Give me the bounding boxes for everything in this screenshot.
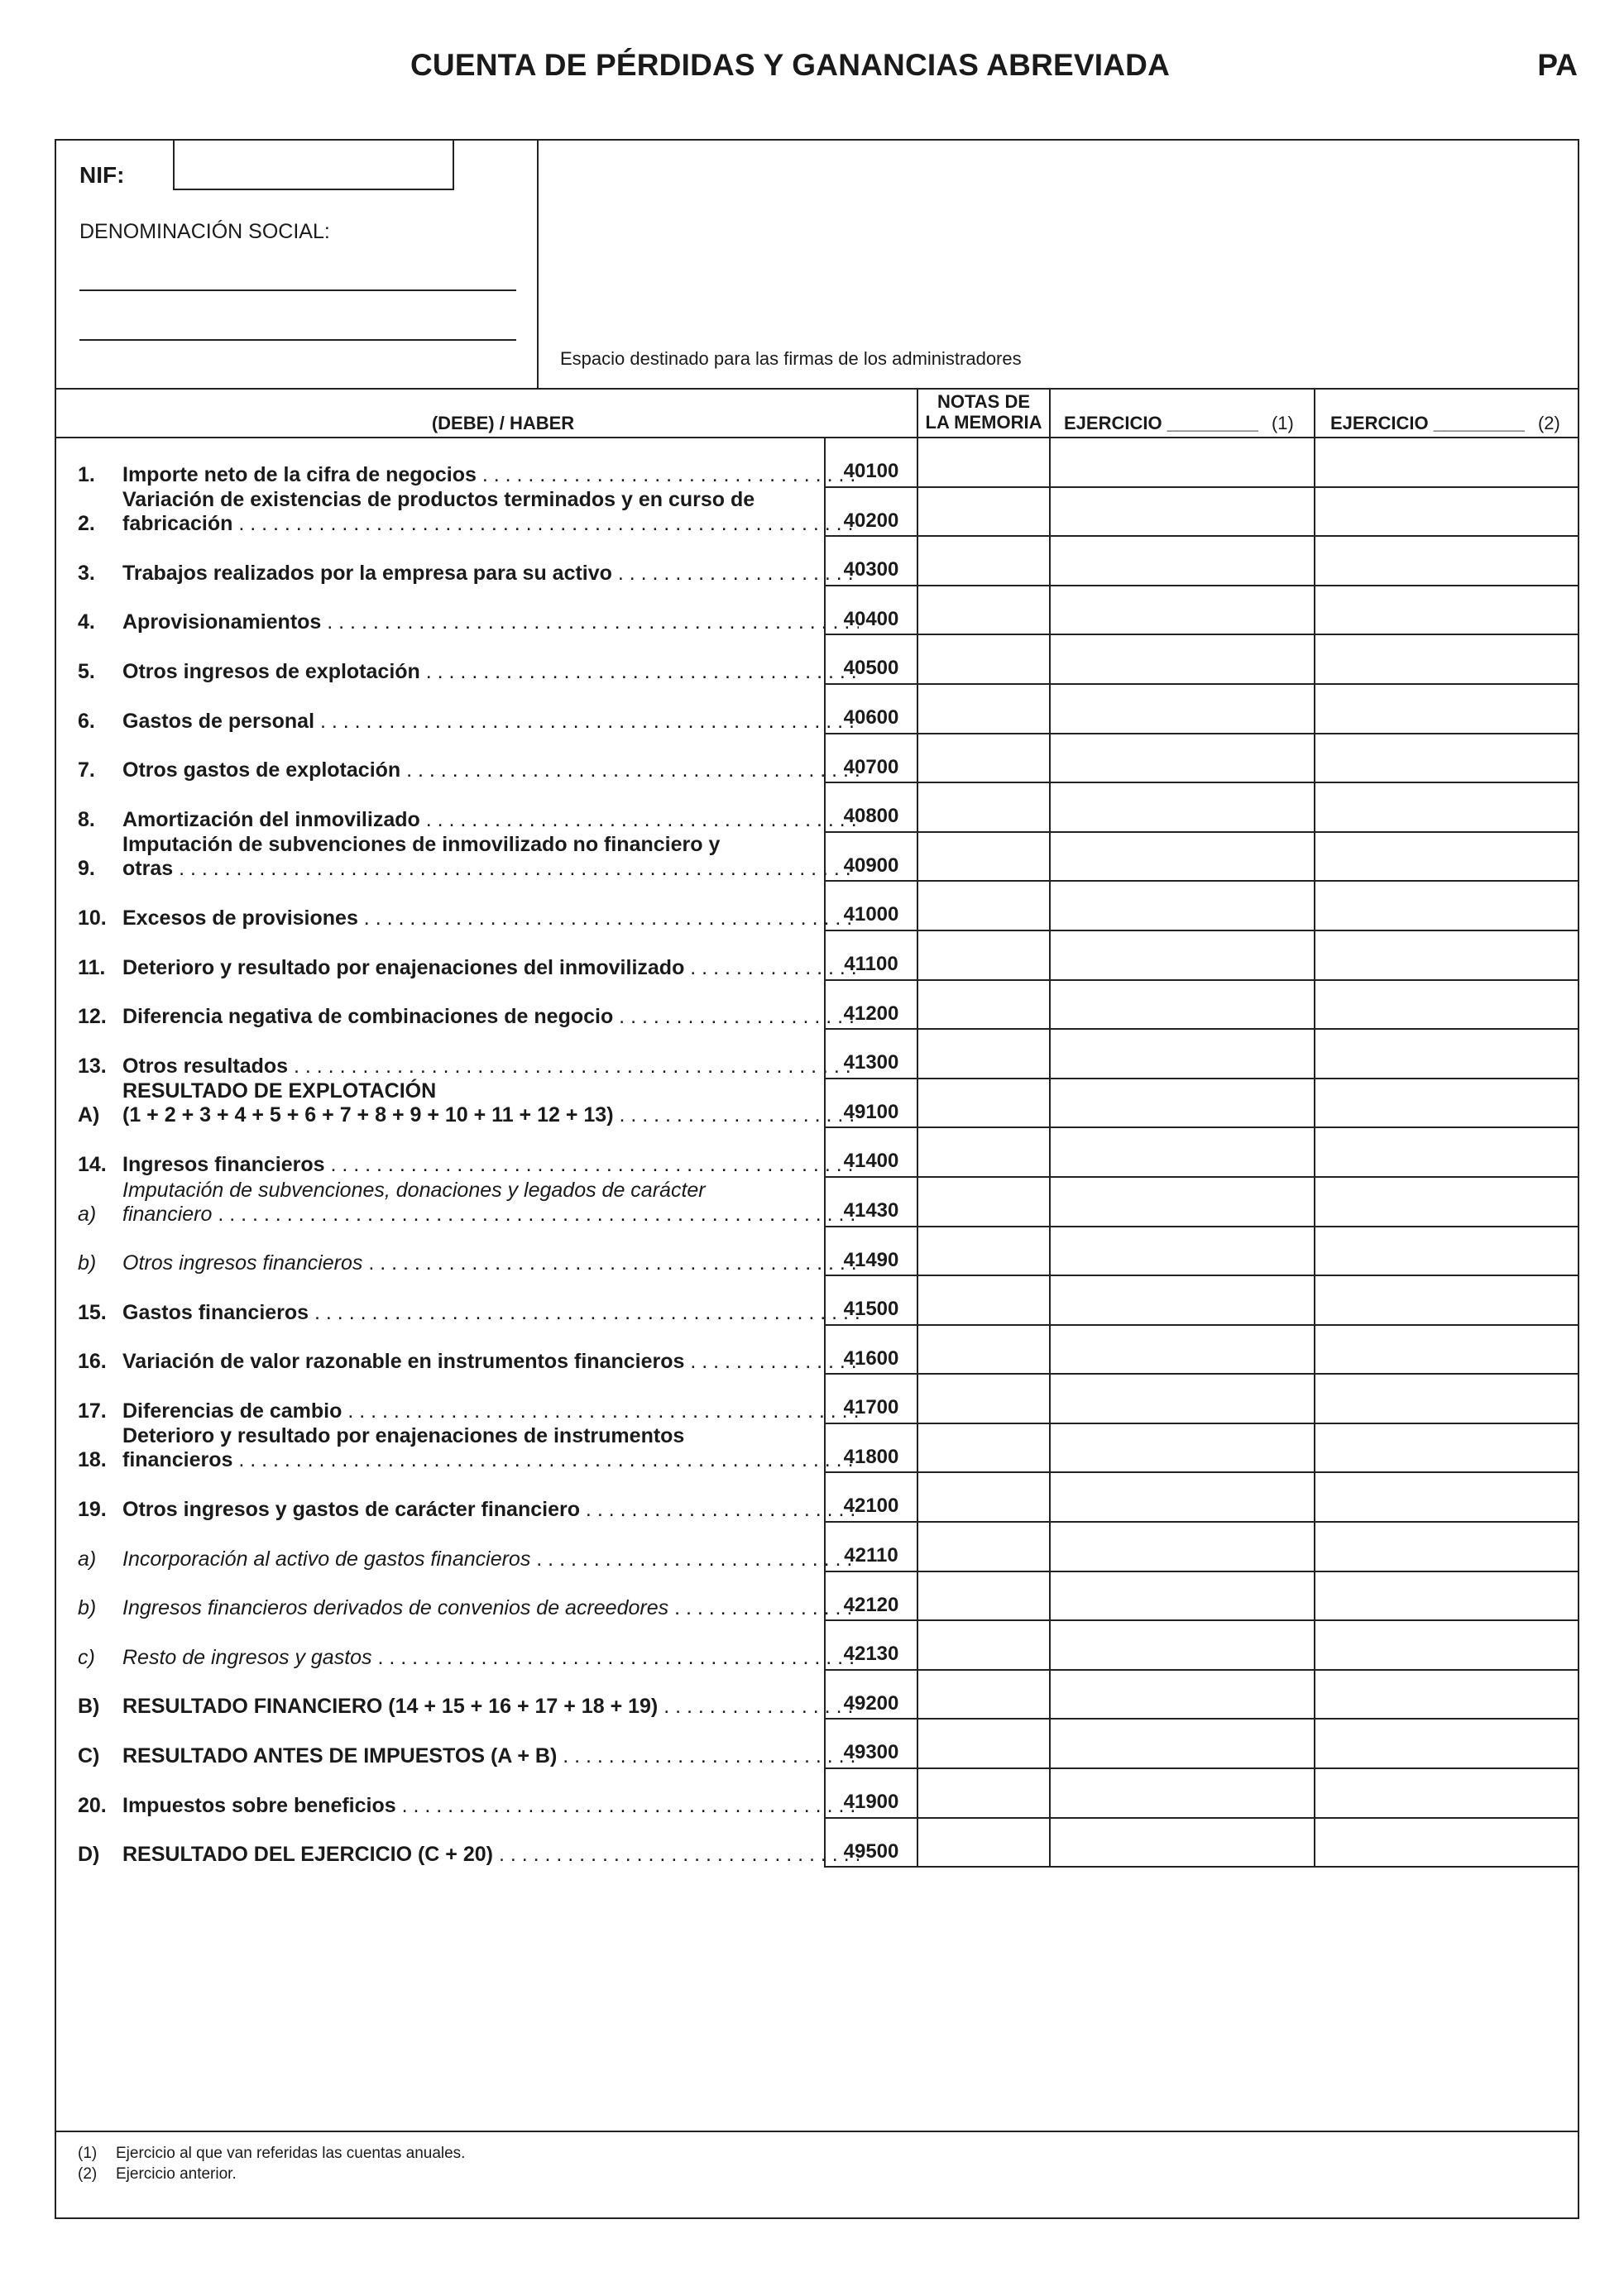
row-label: D) [78,1843,100,1867]
ejercicio-1-cell[interactable] [1049,734,1314,784]
row-text: Otros ingresos financieros . . . [122,1251,859,1275]
row-label: 14. [78,1152,107,1176]
ejercicio-1-cell[interactable] [1049,1523,1314,1572]
signature-label: Espacio destinado para las firmas de los administradores [560,348,1022,369]
footnote-text: Ejercicio anterior. [116,2165,237,2183]
ejercicio-2-cell[interactable] [1314,1030,1578,1079]
notas-cell[interactable] [917,981,1049,1031]
ejercicio-1-cell[interactable] [1049,931,1314,981]
row-code: 42100 [824,1473,917,1523]
account-rows [56,438,1578,1868]
ejercicio-1-cell[interactable] [1049,1227,1314,1277]
notas-cell[interactable] [917,1523,1049,1572]
row-description [78,1621,859,1671]
row-label: a) [78,1202,97,1226]
row-description [78,1572,859,1622]
table-row [56,1473,1578,1523]
ejercicio-2-cell[interactable] [1314,882,1578,931]
footnotes [78,2143,465,2184]
row-text: Gastos financieros . . . [122,1301,859,1325]
row-description [78,1276,859,1326]
ejercicio-1-cell[interactable] [1049,1326,1314,1375]
row-code: 41400 [824,1128,917,1178]
ejercicio-1-cell[interactable] [1049,1621,1314,1671]
ejercicio-1-cell[interactable] [1049,1819,1314,1868]
notas-cell[interactable] [917,635,1049,685]
row-code: 40200 [824,488,917,538]
row-code: 49100 [824,1079,917,1129]
ejercicio-2-cell[interactable] [1314,1671,1578,1720]
ejercicio-2-cell[interactable] [1314,438,1578,488]
row-label: 9. [78,857,95,881]
row-description [78,931,859,981]
row-label: A) [78,1103,100,1127]
denominacion-line-1[interactable] [79,289,516,291]
row-code: 40600 [824,685,917,734]
form-code: PA [1537,48,1578,82]
ejercicio-2-cell[interactable] [1314,1424,1578,1474]
footnote-divider [56,2131,1578,2132]
notas-cell[interactable] [917,1671,1049,1720]
ejercicio-1-cell[interactable] [1049,1671,1314,1720]
footnote-mark: (2) [78,2165,98,2183]
row-description [78,1178,859,1227]
row-description [78,1720,859,1769]
table-row [56,734,1578,784]
table-row [56,1819,1578,1868]
row-text: Otros resultados . . . [122,1055,859,1079]
row-code: 40400 [824,586,917,636]
row-text: Otros gastos de explotación . . . [122,758,859,782]
ejercicio-2-cell[interactable] [1314,1079,1578,1129]
row-text: otras . . . [122,857,859,881]
ejercicio-2-cell[interactable] [1314,1621,1578,1671]
row-description [78,1769,859,1819]
row-text: financieros . . . [122,1448,859,1472]
row-label: b) [78,1596,97,1620]
ejercicio-2-cell[interactable] [1314,981,1578,1031]
ejercicio-1-cell[interactable] [1049,635,1314,685]
table-row [56,635,1578,685]
notas-cell[interactable] [917,1720,1049,1769]
ejercicio-2-cell[interactable] [1314,488,1578,538]
ejercicio-2-label: EJERCICIO _________ [1330,413,1525,433]
row-description [78,1227,859,1277]
row-text: Otros ingresos y gastos de carácter financiero . . . [122,1498,859,1522]
ejercicio-1-cell[interactable] [1049,1128,1314,1178]
ejercicio-2-cell[interactable] [1314,1819,1578,1868]
ejercicio-1-cell[interactable] [1049,783,1314,833]
row-text: RESULTADO DEL EJERCICIO (C + 20) . . . [122,1843,859,1867]
row-text: RESULTADO FINANCIERO (14 + 15 + 16 + 17 + 18 + 19) . . . [122,1695,859,1719]
table-row [56,1671,1578,1720]
row-description [78,882,859,931]
row-description [78,1473,859,1523]
row-text-line-1: Imputación de subvenciones de inmovilizado no financiero y [122,833,721,857]
row-description [78,586,859,636]
row-text-line-1: RESULTADO DE EXPLOTACIÓN [122,1079,437,1103]
row-text: Ingresos financieros . . . [122,1153,859,1177]
row-label: 2. [78,512,95,536]
ejercicio-1-cell[interactable] [1049,438,1314,488]
row-code: 41430 [824,1178,917,1227]
row-description [78,1523,859,1572]
notas-cell[interactable] [917,833,1049,883]
row-label: 7. [78,758,95,782]
denominacion-line-2[interactable] [79,339,516,341]
ejercicio-1-cell[interactable] [1049,685,1314,734]
row-code: 41000 [824,882,917,931]
row-label: b) [78,1251,97,1275]
ejercicio-2-cell[interactable] [1314,783,1578,833]
row-code: 41800 [824,1424,917,1474]
row-label: a) [78,1547,97,1571]
row-text: Aprovisionamientos . . . [122,610,859,634]
ejercicio-2-cell[interactable] [1314,537,1578,586]
row-text: Incorporación al activo de gastos financieros . . . [122,1547,859,1571]
table-row [56,537,1578,586]
table-row [56,1621,1578,1671]
table-row [56,1769,1578,1819]
row-text: Excesos de provisiones . . . [122,906,859,930]
ejercicio-1-cell[interactable] [1049,1473,1314,1523]
notas-cell[interactable] [917,1424,1049,1474]
row-code: 49500 [824,1819,917,1868]
row-code: 49200 [824,1671,917,1720]
notas-cell[interactable] [917,1769,1049,1819]
ejercicio-2-cell[interactable] [1314,586,1578,636]
row-code: 42110 [824,1523,917,1572]
table-row [56,1572,1578,1622]
row-code: 41900 [824,1769,917,1819]
row-description [78,1671,859,1720]
table-row [56,1030,1578,1079]
table-row [56,1375,1578,1424]
ejercicio-2-cell[interactable] [1314,1227,1578,1277]
notas-cell[interactable] [917,1473,1049,1523]
row-description [78,488,859,538]
table-row [56,783,1578,833]
row-label: 1. [78,462,95,486]
ejercicio-2-cell[interactable] [1314,1276,1578,1326]
row-description [78,1128,859,1178]
row-text-line-1: Imputación de subvenciones, donaciones y legados de carácter [122,1178,706,1202]
table-row [56,488,1578,538]
row-code: 40700 [824,734,917,784]
table-row [56,931,1578,981]
row-text-line-1: Variación de existencias de productos terminados y en curso de [122,488,755,512]
footnote-mark: (1) [78,2145,98,2162]
identification-panel [56,141,539,388]
ejercicio-1-cell[interactable] [1049,1079,1314,1129]
notas-cell[interactable] [917,1128,1049,1178]
notas-cell[interactable] [917,1178,1049,1227]
ejercicio-2-header [1314,390,1578,437]
notas-cell[interactable] [917,685,1049,734]
ejercicio-1-cell[interactable] [1049,1572,1314,1622]
row-text: Diferencias de cambio . . . [122,1399,859,1423]
row-description [78,981,859,1031]
row-text: Importe neto de la cifra de negocios . . . [122,463,859,487]
row-text: RESULTADO ANTES DE IMPUESTOS (A + B) . . . [122,1744,859,1768]
table-row [56,1079,1578,1129]
denominacion-label: DENOMINACIÓN SOCIAL: [79,220,330,243]
row-text: Diferencia negativa de combinaciones de negocio . . . [122,1005,859,1029]
ejercicio-2-cell[interactable] [1314,1769,1578,1819]
notas-cell[interactable] [917,931,1049,981]
row-label: 10. [78,906,107,930]
row-code: 41100 [824,931,917,981]
ejercicio-2-cell[interactable] [1314,1473,1578,1523]
row-description [78,1424,859,1474]
footnote [78,2164,465,2184]
ejercicio-1-label: EJERCICIO _________ [1064,413,1258,433]
ejercicio-2-cell[interactable] [1314,833,1578,883]
row-text: fabricación . . . [122,512,859,536]
row-code: 40500 [824,635,917,685]
row-label: c) [78,1645,95,1669]
row-text: Variación de valor razonable en instrumentos financieros . . . [122,1350,859,1374]
row-label: 12. [78,1005,107,1029]
ejercicio-1-cell[interactable] [1049,537,1314,586]
ejercicio-1-cell[interactable] [1049,981,1314,1031]
row-label: 3. [78,561,95,585]
row-text: (1 + 2 + 3 + 4 + 5 + 6 + 7 + 8 + 9 + 10 + 11 + 12 + 13) . . . [122,1103,859,1127]
row-label: 19. [78,1498,107,1522]
row-text: Deterioro y resultado por enajenaciones del inmovilizado . . . [122,956,859,980]
row-code: 41300 [824,1030,917,1079]
row-description [78,1030,859,1079]
row-description [78,1326,859,1375]
ejercicio-2-cell[interactable] [1314,1128,1578,1178]
notas-header-line-1: NOTAS DE [937,391,1031,412]
ejercicio-2-cell[interactable] [1314,931,1578,981]
row-text: Gastos de personal . . . [122,710,859,734]
ejercicio-1-header [1049,390,1314,437]
row-description [78,734,859,784]
table-row [56,981,1578,1031]
row-code: 42130 [824,1621,917,1671]
ejercicio-2-note: (2) [1537,413,1560,433]
row-text: Ingresos financieros derivados de convenios de acreedores . . . [122,1596,859,1620]
footnote [78,2143,465,2164]
notas-cell[interactable] [917,438,1049,488]
page-title: CUENTA DE PÉRDIDAS Y GANANCIAS ABREVIADA [410,48,1171,82]
table-row [56,882,1578,931]
table-row [56,1424,1578,1474]
ejercicio-1-cell[interactable] [1049,1720,1314,1769]
row-description [78,537,859,586]
form-frame [55,139,1579,2219]
ejercicio-2-cell[interactable] [1314,734,1578,784]
table-row [56,1178,1578,1227]
row-description [78,1375,859,1424]
table-row [56,1227,1578,1277]
ejercicio-1-cell[interactable] [1049,586,1314,636]
row-code: 41490 [824,1227,917,1277]
row-description [78,783,859,833]
row-description [78,438,859,488]
row-label: 17. [78,1399,107,1423]
row-code: 40300 [824,537,917,586]
ejercicio-1-cell[interactable] [1049,1769,1314,1819]
notas-header [917,390,1049,437]
row-text: financiero . . . [122,1203,859,1227]
row-description [78,1079,859,1129]
row-code: 42120 [824,1572,917,1622]
table-row [56,586,1578,636]
ejercicio-2-cell[interactable] [1314,1720,1578,1769]
table-row [56,1326,1578,1375]
notas-cell[interactable] [917,1819,1049,1868]
notas-cell[interactable] [917,1276,1049,1326]
footnote-text: Ejercicio al que van referidas las cuentas anuales. [116,2145,466,2162]
table-row [56,833,1578,883]
ejercicio-1-cell[interactable] [1049,1375,1314,1424]
row-text: Amortización del inmovilizado . . . [122,808,859,832]
notas-cell[interactable] [917,488,1049,538]
row-text: Resto de ingresos y gastos . . . [122,1646,859,1670]
row-label: 11. [78,955,106,979]
row-code: 40800 [824,783,917,833]
table-row [56,685,1578,734]
ejercicio-1-cell[interactable] [1049,1276,1314,1326]
notas-cell[interactable] [917,1030,1049,1079]
table-row [56,438,1578,488]
notas-cell[interactable] [917,783,1049,833]
notas-header-line-2: LA MEMORIA [925,412,1042,433]
row-text-line-1: Deterioro y resultado por enajenaciones de instrumentos [122,1424,685,1448]
row-description [78,635,859,685]
row-code: 41700 [824,1375,917,1424]
row-label: 18. [78,1448,107,1472]
row-code: 41500 [824,1276,917,1326]
ejercicio-1-cell[interactable] [1049,882,1314,931]
signature-area[interactable] [539,141,1578,388]
ejercicio-2-cell[interactable] [1314,1326,1578,1375]
notas-cell[interactable] [917,734,1049,784]
row-label: 13. [78,1054,107,1078]
table-row [56,1128,1578,1178]
row-code: 40100 [824,438,917,488]
notas-cell[interactable] [917,1227,1049,1277]
ejercicio-1-cell[interactable] [1049,1030,1314,1079]
row-description [78,833,859,883]
row-label: 8. [78,807,95,831]
table-row [56,1276,1578,1326]
table-row [56,1720,1578,1769]
row-code: 40900 [824,833,917,883]
ejercicio-1-cell[interactable] [1049,1178,1314,1227]
notas-cell[interactable] [917,882,1049,931]
nif-input[interactable] [173,139,454,190]
ejercicio-1-note: (1) [1271,413,1294,433]
notas-cell[interactable] [917,537,1049,586]
column-header-row [56,388,1578,438]
table-row [56,1523,1578,1572]
ejercicio-2-cell[interactable] [1314,1572,1578,1622]
ejercicio-2-cell[interactable] [1314,1523,1578,1572]
ejercicio-1-cell[interactable] [1049,1424,1314,1474]
row-description [78,685,859,734]
row-label: C) [78,1744,100,1768]
notas-cell[interactable] [917,1572,1049,1622]
row-label: 20. [78,1793,107,1817]
ejercicio-1-cell[interactable] [1049,833,1314,883]
notas-cell[interactable] [917,1375,1049,1424]
row-label: 16. [78,1350,107,1374]
notas-cell[interactable] [917,586,1049,636]
nif-label: NIF: [79,162,125,188]
ejercicio-2-cell[interactable] [1314,1375,1578,1424]
ejercicio-1-cell[interactable] [1049,488,1314,538]
ejercicio-2-cell[interactable] [1314,1178,1578,1227]
ejercicio-2-cell[interactable] [1314,685,1578,734]
row-code: 41200 [824,981,917,1031]
notas-cell[interactable] [917,1326,1049,1375]
debe-haber-header: (DEBE) / HABER [431,413,575,433]
row-label: 5. [78,659,95,683]
row-text: Trabajos realizados por la empresa para su activo . . . [122,562,859,586]
row-label: B) [78,1695,100,1719]
row-text: Otros ingresos de explotación . . . [122,660,859,684]
ejercicio-2-cell[interactable] [1314,635,1578,685]
row-text: Impuestos sobre beneficios . . . [122,1794,859,1818]
notas-cell[interactable] [917,1621,1049,1671]
row-description [78,1819,859,1868]
row-label: 4. [78,610,95,634]
notas-cell[interactable] [917,1079,1049,1129]
row-code: 49300 [824,1720,917,1769]
row-label: 6. [78,709,95,733]
row-code: 41600 [824,1326,917,1375]
row-label: 15. [78,1300,107,1324]
